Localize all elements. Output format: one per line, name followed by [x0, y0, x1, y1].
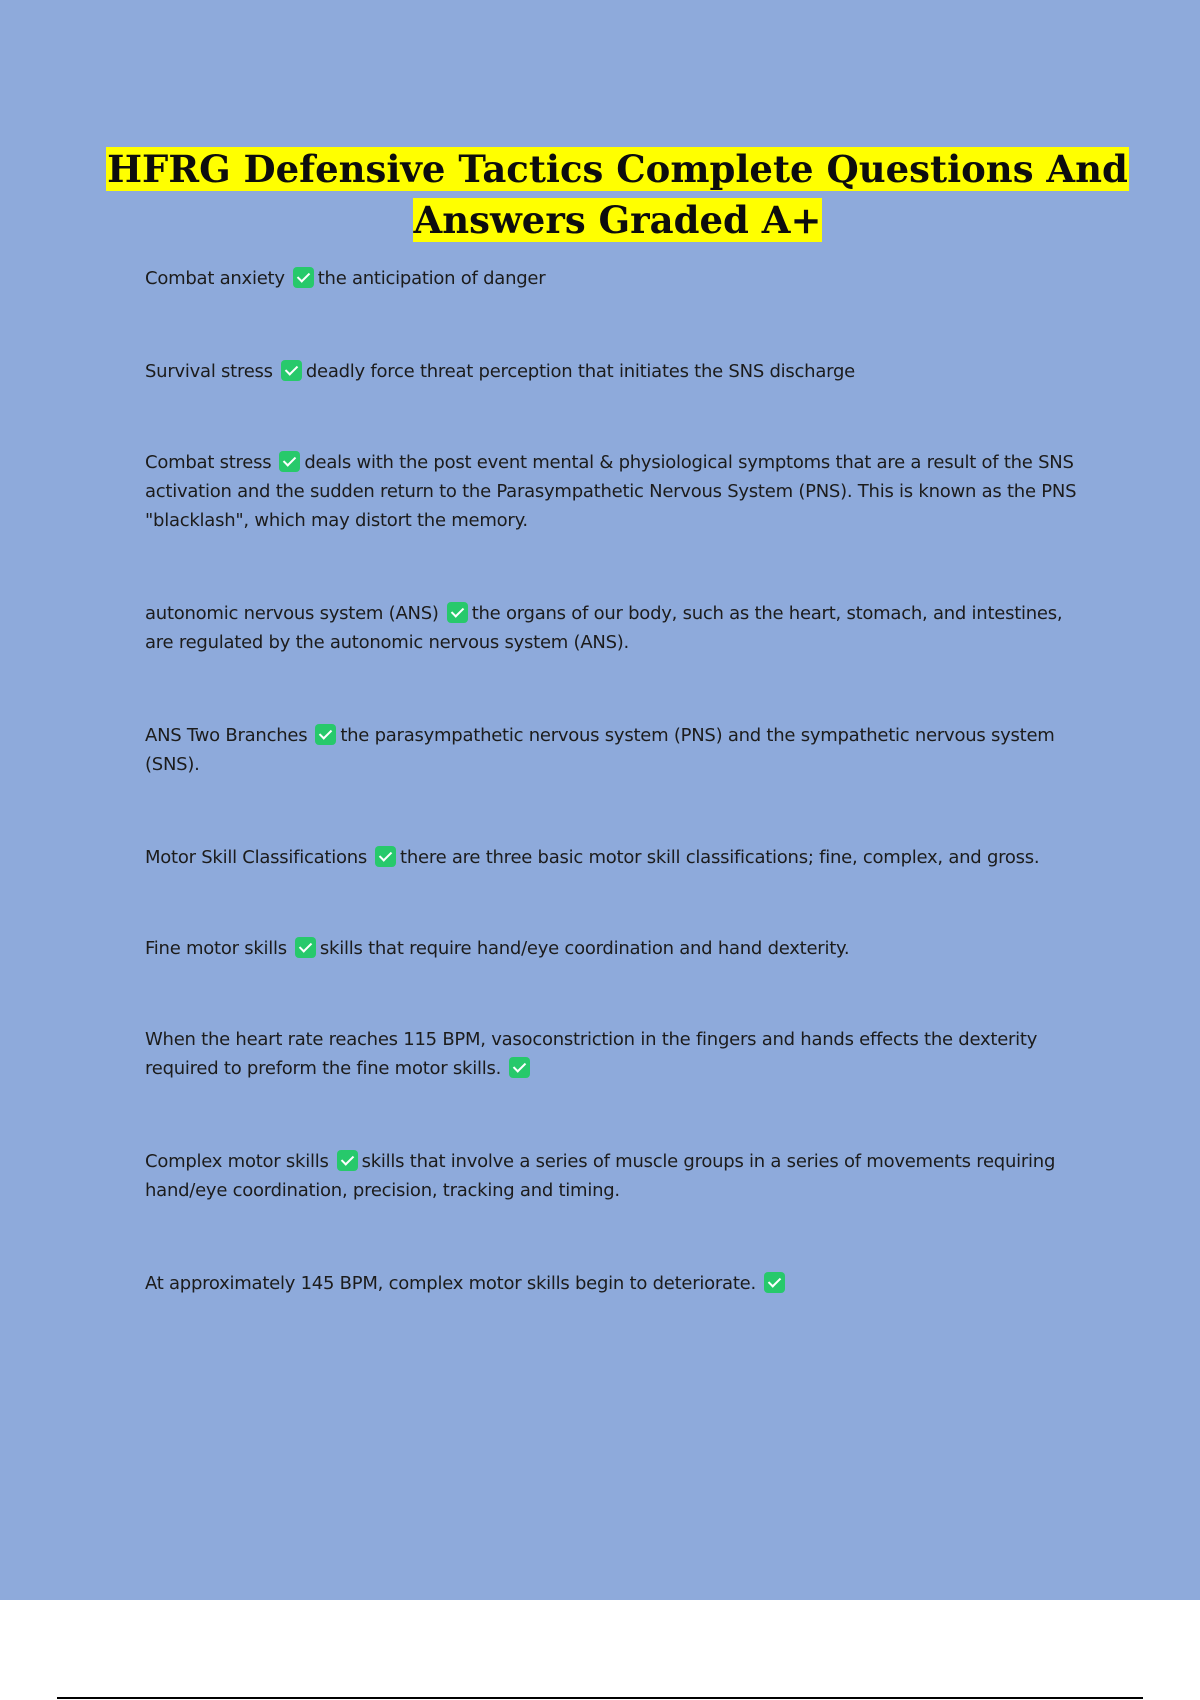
entry-definition: deadly force threat perception that initiates the SNS discharge — [305, 361, 855, 382]
entry-term: Motor Skill Classifications — [145, 847, 368, 868]
check-mark-icon — [447, 602, 468, 623]
qa-entry — [145, 1147, 1095, 1205]
qa-entry — [145, 843, 1095, 872]
check-mark-icon — [315, 724, 336, 745]
title-block — [100, 144, 1135, 246]
check-mark-icon — [281, 360, 302, 381]
check-mark-icon — [295, 937, 316, 958]
qa-list — [145, 264, 1095, 1298]
entry-definition: there are three basic motor skill classifications; fine, complex, and gross. — [400, 847, 1040, 868]
qa-entry — [145, 1269, 1095, 1298]
qa-entry — [145, 357, 1095, 386]
qa-entry — [145, 599, 1095, 657]
check-mark-icon — [293, 267, 314, 288]
check-mark-icon — [337, 1150, 358, 1171]
check-mark-icon — [279, 451, 300, 472]
entry-definition: deals with the post event mental & physiological symptoms that are a result of the SNS activation and the sudden return to the Parasympathetic Nervous System (PNS). This is known as the PNS "blacklash", which may distort the memory. — [145, 452, 1077, 531]
entry-definition: the anticipation of danger — [317, 268, 546, 289]
entry-term: When the heart rate reaches 115 BPM, vasoconstriction in the fingers and hands effects the dexterity required to preform the fine motor skills. — [145, 1029, 1038, 1079]
entry-definition: the organs of our body, such as the heart, stomach, and intestines, are regulated by the autonomic nervous system (ANS). — [145, 603, 1063, 653]
check-mark-icon — [509, 1057, 530, 1078]
entry-term: At approximately 145 BPM, complex motor skills begin to deteriorate. — [145, 1273, 756, 1294]
entry-definition: skills that require hand/eye coordination and hand dexterity. — [319, 938, 850, 959]
entry-term: ANS Two Branches — [145, 725, 308, 746]
entry-term: Fine motor skills — [145, 938, 287, 959]
qa-entry — [145, 721, 1095, 779]
entry-definition: skills that involve a series of muscle groups in a series of movements requiring hand/eye coordination, precision, tracking and timing. — [145, 1151, 1056, 1201]
qa-entry — [145, 934, 1095, 963]
title-line-1: HFRG Defensive Tactics Complete Questions And — [107, 147, 1128, 191]
document-title — [100, 144, 1135, 246]
entry-term: Survival stress — [145, 361, 273, 382]
check-mark-icon — [375, 846, 396, 867]
entry-definition: the parasympathetic nervous system (PNS) and the sympathetic nervous system (SNS). — [145, 725, 1055, 775]
entry-term: autonomic nervous system (ANS) — [145, 603, 439, 624]
footer-divider — [57, 1697, 1143, 1699]
title-line-2: Answers Graded A+ — [413, 198, 822, 242]
entry-term: Combat stress — [145, 452, 272, 473]
qa-entry — [145, 448, 1095, 535]
check-mark-icon — [764, 1272, 785, 1293]
entry-term: Complex motor skills — [145, 1151, 329, 1172]
qa-entry — [145, 264, 1095, 293]
qa-entry — [145, 1025, 1095, 1083]
entry-term: Combat anxiety — [145, 268, 285, 289]
